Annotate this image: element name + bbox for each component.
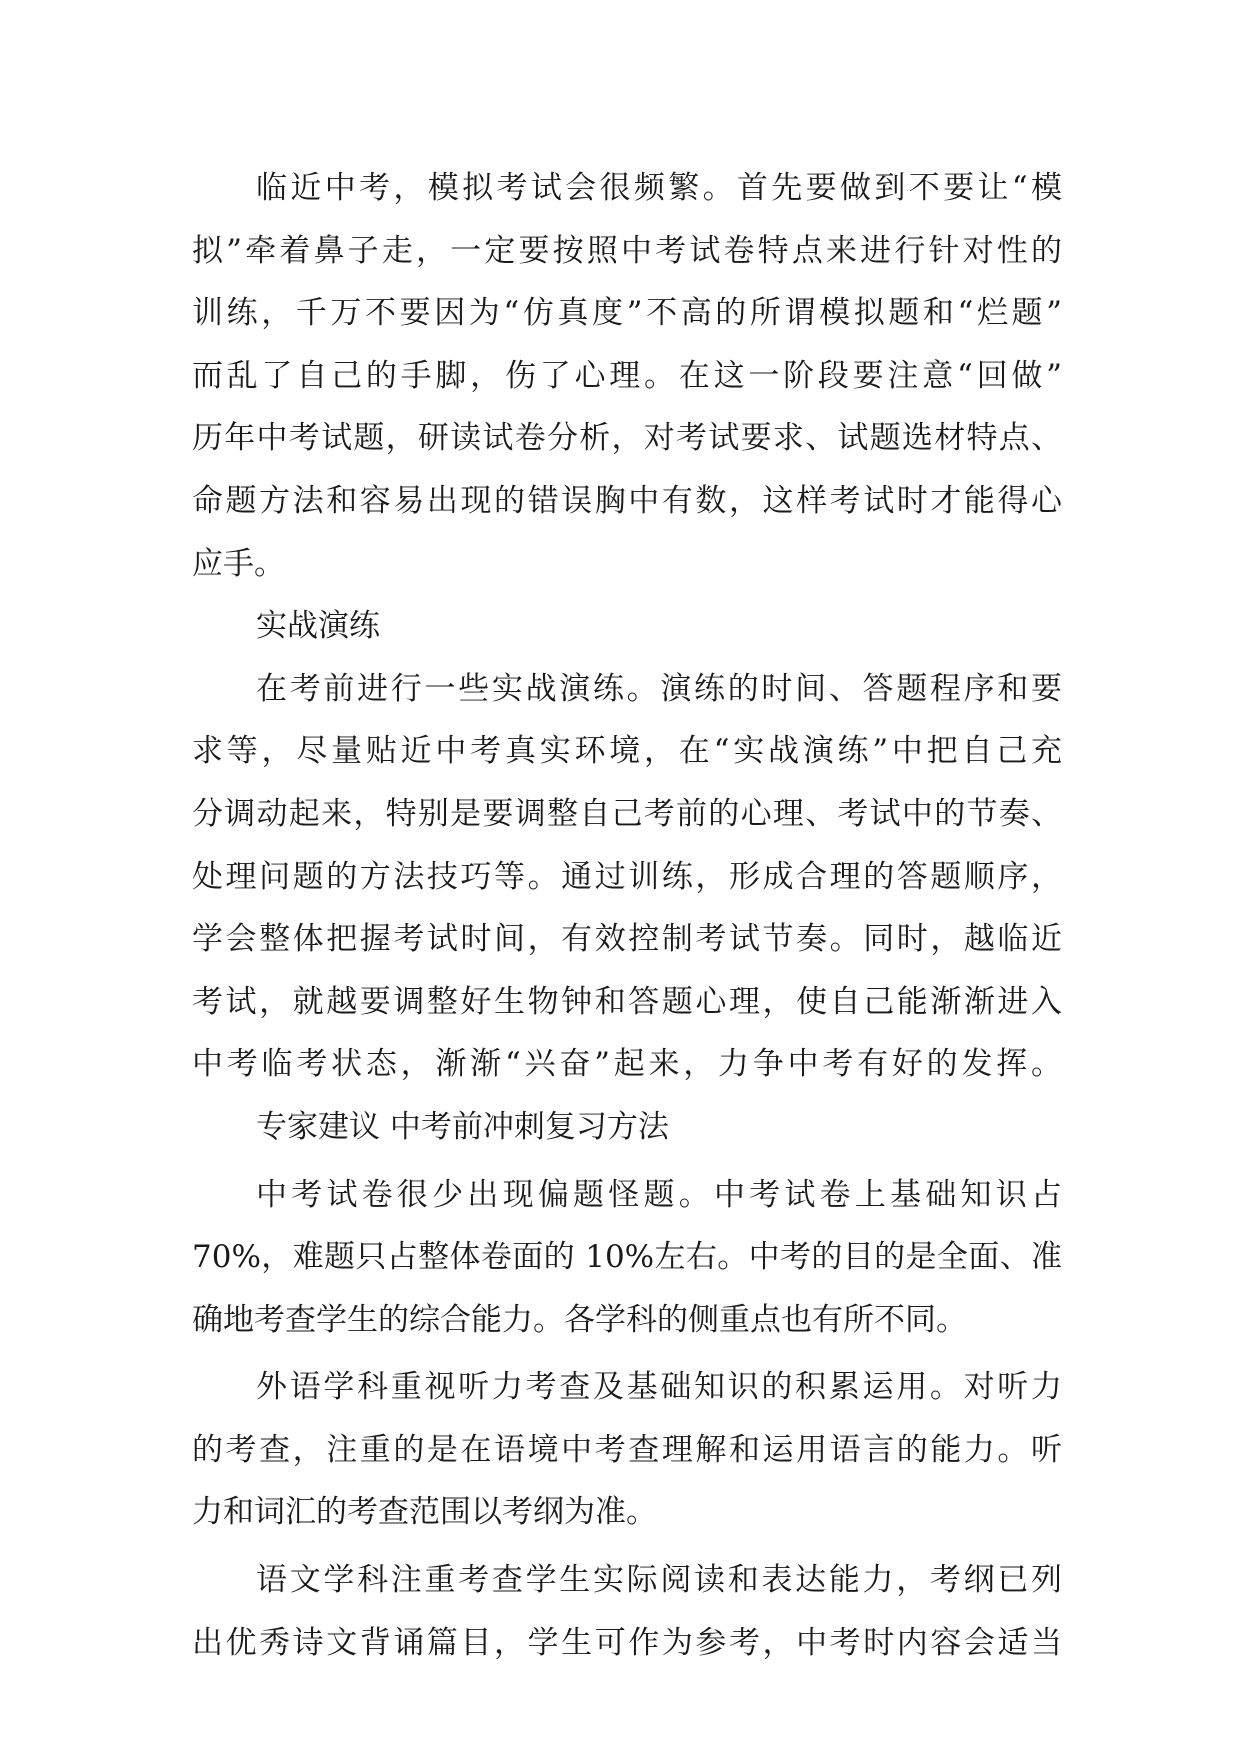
text-line: 出优秀诗文背诵篇目，学生可作为参考，中考时内容会适当 [192, 1624, 1062, 1661]
text-line: 在考前进行一些实战演练。演练的时间、答题程序和要 [256, 670, 1062, 707]
text-line: 命题方法和容易出现的错误胸中有数，这样考试时才能得心 [192, 482, 1062, 519]
text-line: 处理问题的方法技巧等。通过训练，形成合理的答题顺序， [192, 858, 1062, 895]
text-line: 外语学科重视听力考查及基础知识的积累运用。对听力 [256, 1369, 1062, 1406]
text-line: 的考查，注重的是在语境中考查理解和运用语言的能力。听 [192, 1431, 1062, 1468]
text-line: 考试，就越要调整好生物钟和答题心理，使自己能渐渐进入 [192, 983, 1062, 1020]
text-line: 历年中考试题，研读试卷分析，对考试要求、试题选材特点、 [192, 420, 1062, 457]
text-line: 学会整体把握考试时间，有效控制考试节奏。同时，越临近 [192, 921, 1062, 958]
text-line: 临近中考，模拟考试会很频繁。首先要做到不要让“模 [256, 170, 1062, 206]
text-line: 而乱了自己的手脚，伤了心理。在这一阶段要注意“回做” [192, 357, 1062, 394]
text-line: 拟”牵着鼻子走，一定要按照中考试卷特点来进行针对性的 [192, 232, 1062, 269]
text-line: 分调动起来，特别是要调整自己考前的心理、考试中的节奏、 [192, 795, 1062, 832]
text-line: 中考试卷很少出现偏题怪题。中考试卷上基础知识占 [256, 1176, 1062, 1213]
text-line: 实战演练 [256, 608, 380, 645]
document-body [192, 157, 1062, 1674]
text-line: 训练，千万不要因为“仿真度”不高的所谓模拟题和“烂题” [192, 295, 1062, 332]
text-line: 中考临考状态，渐渐“兴奋”起来，力争中考有好的发挥。 [192, 1046, 1062, 1083]
text-line: 确地考查学生的综合能力。各学科的侧重点也有所不同。 [192, 1301, 967, 1338]
text-line: 专家建议 中考前冲刺复习方法 [256, 1108, 669, 1145]
text-line: 力和词汇的考查范围以考纲为准。 [192, 1494, 657, 1531]
text-line: 求等，尽量贴近中考真实环境，在“实战演练”中把自己充 [192, 733, 1062, 770]
text-line: 应手。 [192, 545, 285, 582]
text-line: 语文学科注重考查学生实际阅读和表达能力，考纲已列 [256, 1562, 1062, 1599]
text-line: 70%，难题只占整体卷面的 10%左右。中考的目的是全面、准 [192, 1239, 1062, 1276]
